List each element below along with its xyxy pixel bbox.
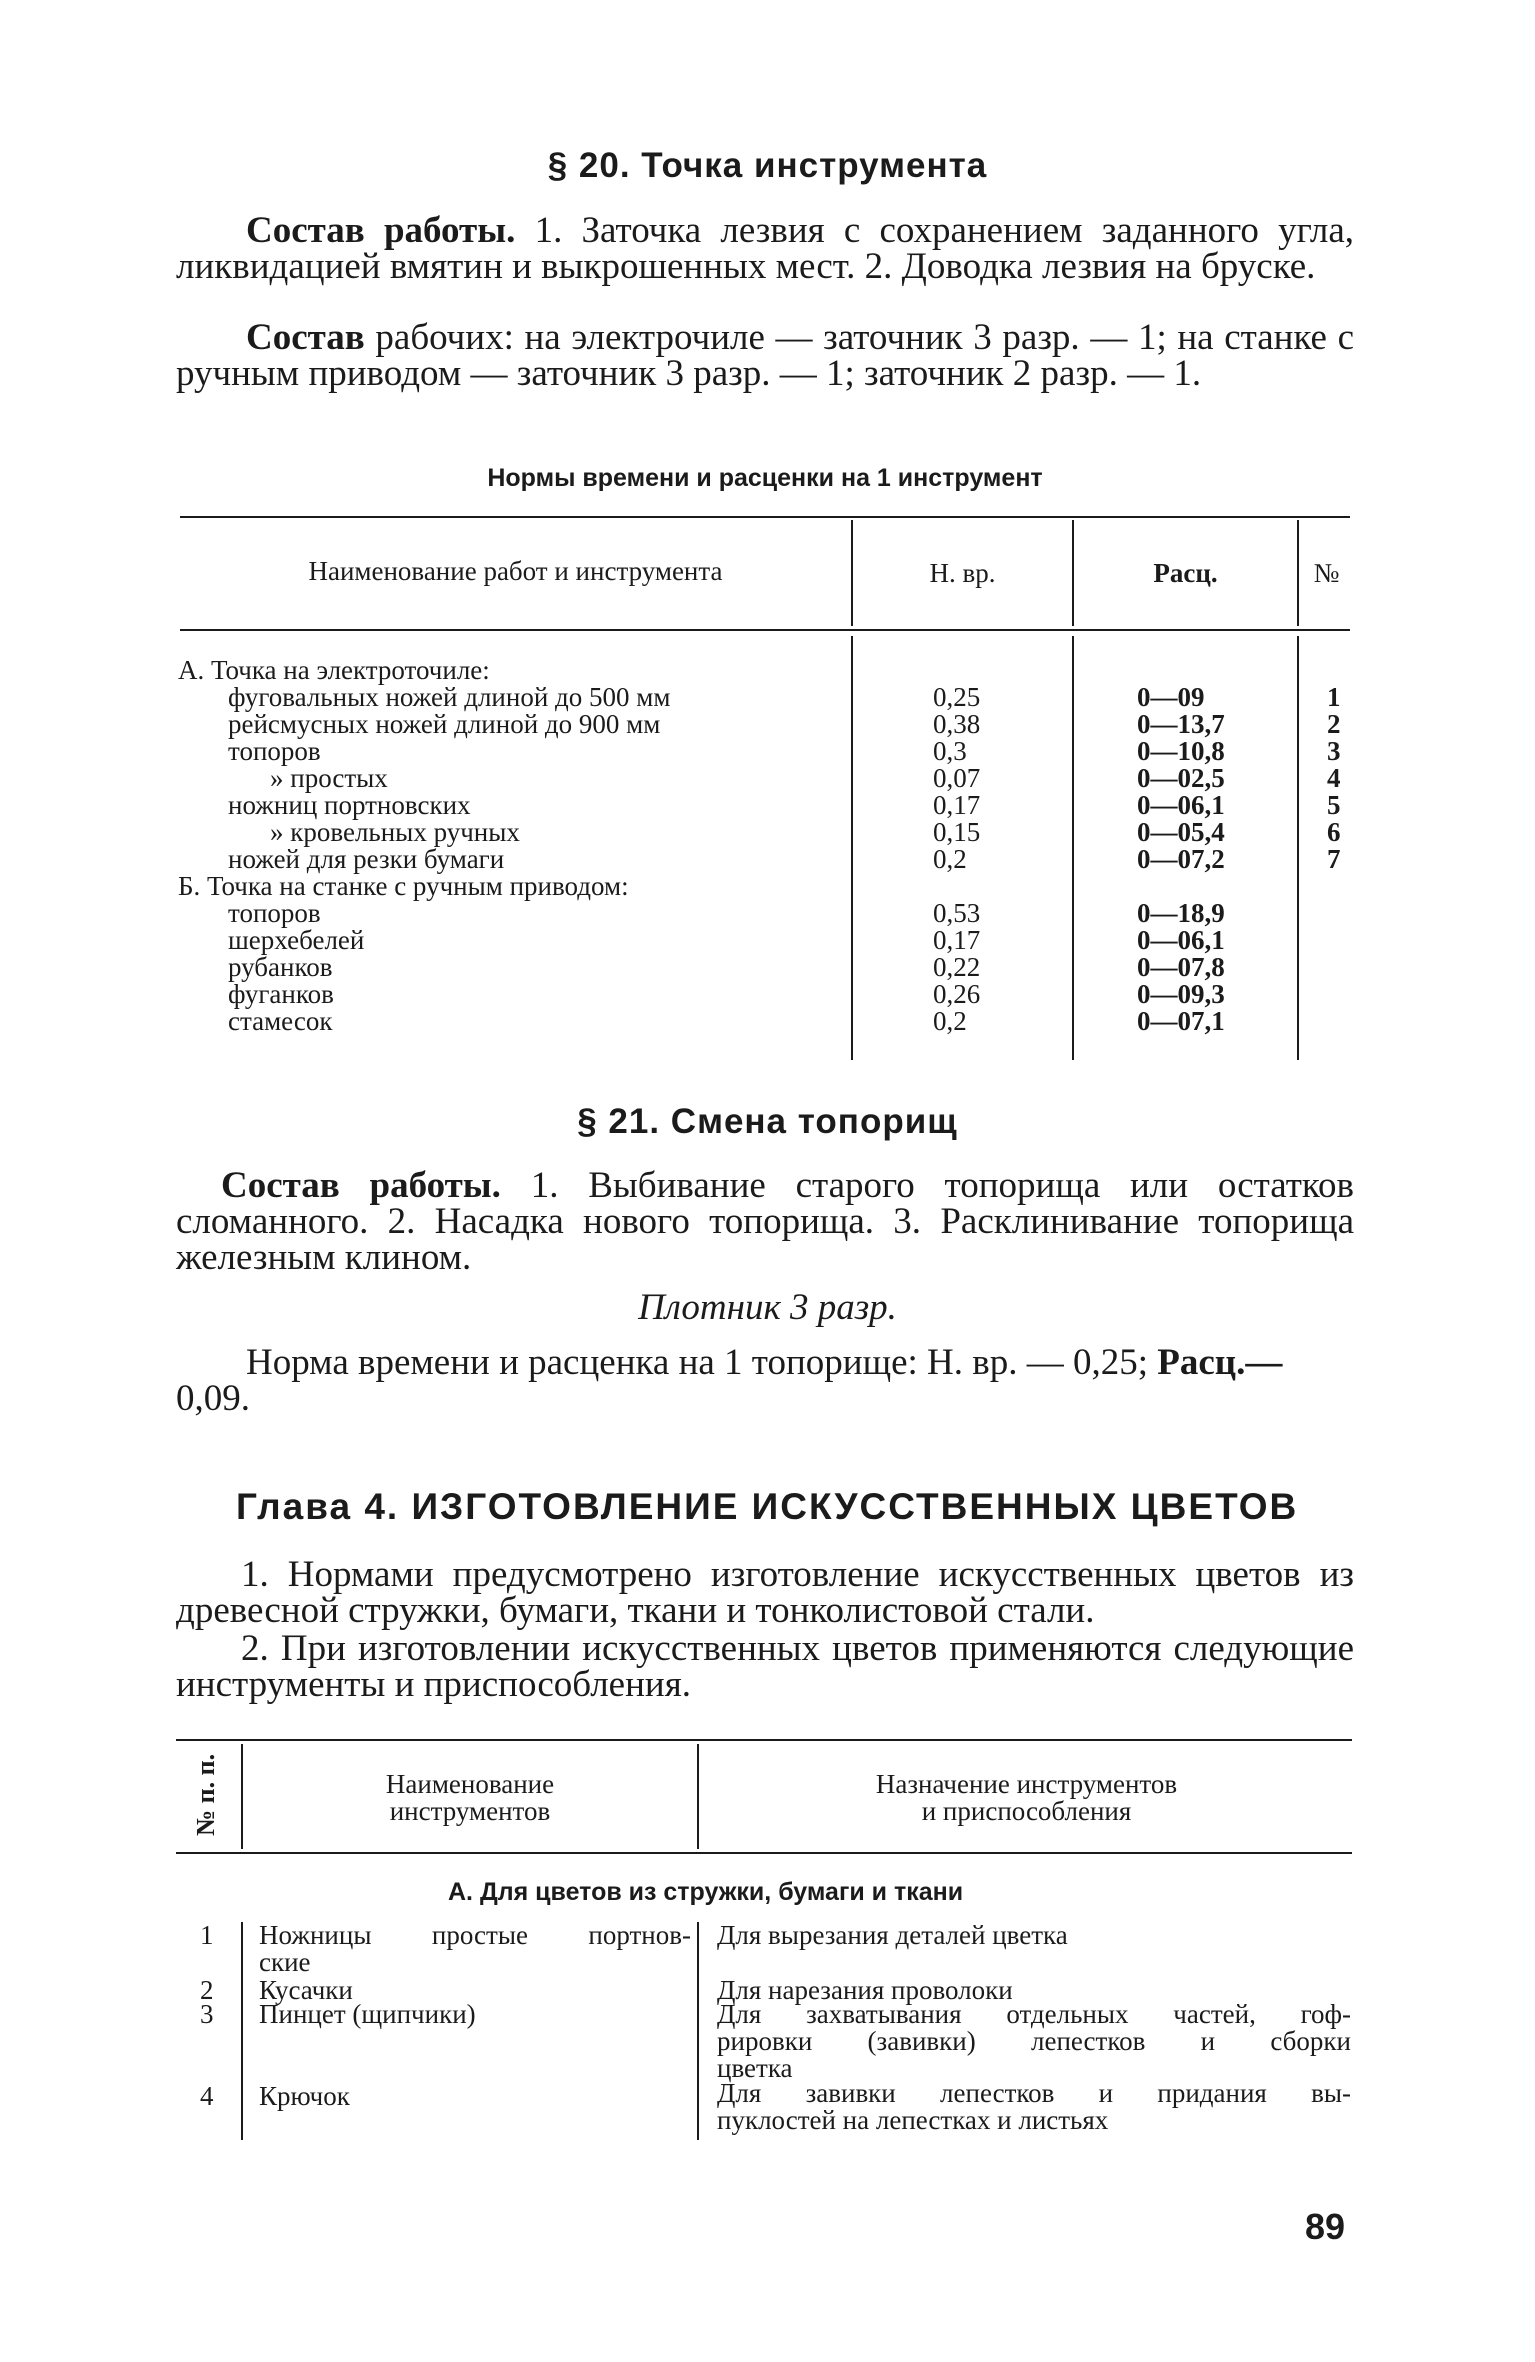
tools-row-purpose-line: пуклостей на лепестках и листьях [717, 2105, 1109, 2135]
table-cell-rate: 0—07,1 [1137, 1006, 1225, 1036]
tools-row-purpose-line: рировки (завивки) лепестков и сборки [717, 2026, 1351, 2056]
section-21-norm [176, 1342, 1354, 1419]
table-cell-rate: 0—06,1 [1137, 925, 1225, 955]
table-cell-number: 7 [1327, 844, 1341, 874]
header-work-name: Наименование работ и инструмента [308, 556, 723, 586]
table-cell-time: 0,26 [933, 979, 981, 1009]
section-20-title: § 20. Точка инструмента [547, 146, 988, 185]
tools-row-name-line: Ножницы простые портнов- [259, 1920, 691, 1950]
section-20-work-composition [176, 210, 1355, 287]
section-21-work-composition [176, 1165, 1354, 1278]
table-cell-time: 0,2 [933, 844, 967, 874]
section-21-title: § 21. Смена топорищ [577, 1102, 958, 1141]
tools-row-purpose-line: Для захватывания отдельных частей, гоф- [717, 1999, 1351, 2029]
tools-row-name [259, 1922, 691, 1976]
table-cell-rate: 0—09,3 [1137, 979, 1225, 1009]
header-tool-name-line-2: инструментов [389, 1796, 551, 1826]
tools-row-purpose-line: Для завивки лепестков и придания вы- [717, 2078, 1351, 2108]
norms-table-caption: Нормы времени и расценки на 1 инструмент [487, 464, 1043, 492]
header-item-number [191, 1753, 221, 1836]
header-item-number-text: № п. п. [191, 1753, 220, 1836]
table-cell-rate: 0—18,9 [1137, 898, 1225, 928]
table-cell-time: 0,53 [933, 898, 981, 928]
table-cell-time: 0,17 [933, 790, 981, 820]
table-row-name: » простых [270, 763, 388, 793]
tools-row-name: Кусачки [259, 1975, 353, 2005]
table-row-name: А. Точка на электроточиле: [178, 655, 490, 685]
table-cell-rate: 0—10,8 [1137, 736, 1225, 766]
workers-label: Состав [246, 317, 365, 358]
table-row-name: Б. Точка на станке с ручным приводом: [178, 871, 629, 901]
header-norm-time: Н. вр. [929, 558, 996, 588]
table-row-name: фуганков [228, 979, 334, 1009]
tools-row-num: 4 [200, 2081, 214, 2111]
table-cell-rate: 0—13,7 [1137, 709, 1225, 739]
tools-row-purpose-line: цветка [717, 2053, 793, 2083]
table-row-name: стамесок [228, 1006, 333, 1036]
tools-row-purpose [717, 2080, 1351, 2134]
norm-rate-value: 0,09. [176, 1378, 250, 1419]
table-cell-time: 0,07 [933, 763, 981, 793]
norms-time-column [933, 684, 980, 1035]
tools-row-num: 2 [200, 1975, 214, 2005]
table-cell-number: 3 [1327, 736, 1341, 766]
section-21-worker: Плотник 3 разр. [638, 1287, 897, 1328]
table-cell-number: 5 [1327, 790, 1341, 820]
table-cell-rate: 0—07,8 [1137, 952, 1225, 982]
norms-name-column [178, 657, 670, 1035]
table-row-name: фуговальных ножей длиной до 500 мм [228, 682, 671, 712]
table-row-name: рейсмусных ножей длиной до 900 мм [228, 709, 661, 739]
page-number: 89 [1305, 2206, 1346, 2247]
tools-row-purpose: Для нарезания проволоки [717, 1975, 1013, 2005]
header-number: № [1313, 558, 1340, 588]
work-composition-text: 1. Выбивание старого топорища или остатков сломанного. 2. Насадка нового топорища. 3. Расклинивание топорища железным клином. [176, 1165, 1354, 1278]
table-row-name: шерхебелей [228, 925, 365, 955]
norm-rate-label: Расц.— [1157, 1342, 1283, 1383]
norm-text: Норма времени и расценка на 1 топорище: Н. вр. — 0,25; [246, 1342, 1158, 1383]
table-cell-number: 6 [1327, 817, 1341, 847]
table-cell-time: 0,15 [933, 817, 981, 847]
header-tool-purpose-line-1: Назначение инструментов [875, 1769, 1178, 1799]
table-cell-time: 0,3 [933, 736, 967, 766]
table-row-name: ножниц портновских [228, 790, 471, 820]
table-cell-rate: 0—09 [1137, 682, 1205, 712]
table-cell-rate: 0—07,2 [1137, 844, 1225, 874]
table-cell-number: 1 [1327, 682, 1341, 712]
table-row-name: топоров [228, 736, 321, 766]
header-tool-name-line-1: Наименование [385, 1769, 555, 1799]
table-cell-time: 0,22 [933, 952, 981, 982]
table-cell-time: 0,25 [933, 682, 981, 712]
tools-row-name: Крючок [259, 2081, 350, 2111]
table-cell-number: 4 [1327, 763, 1341, 793]
header-rate: Расц. [1153, 558, 1218, 588]
workers-text: рабочих: на электрочиле — заточник 3 разр. — 1; на станке с ручным приводом — заточник 3 разр. — 1; заточник 2 разр. — 1. [176, 317, 1354, 394]
table-cell-rate: 0—06,1 [1137, 790, 1225, 820]
norms-rate-column [1137, 684, 1225, 1035]
tools-row-purpose [717, 2001, 1351, 2082]
table-cell-time: 0,38 [933, 709, 981, 739]
table-cell-rate: 0—02,5 [1137, 763, 1225, 793]
tools-row-purpose: Для вырезания деталей цветка [717, 1920, 1068, 1950]
header-tool-purpose [699, 1771, 1354, 1825]
table-row-name: рубанков [228, 952, 333, 982]
table-row-name: топоров [228, 898, 321, 928]
table-cell-time: 0,2 [933, 1006, 967, 1036]
chapter-4-title: Глава 4. ИЗГОТОВЛЕНИЕ ИСКУССТВЕННЫХ ЦВЕТОВ [236, 1486, 1299, 1527]
chapter-4-paragraph-1: 1. Нормами предусмотрено изготовление искусственных цветов из древесной стружки, бумаги, ткани и тонколистовой стали. [176, 1554, 1354, 1631]
tools-row-num: 1 [200, 1920, 214, 1950]
norms-number-column [1327, 684, 1341, 873]
chapter-4-paragraph-2: 2. При изготовлении искусственных цветов применяются следующие инструменты и приспособления. [176, 1628, 1354, 1705]
work-composition-text: 1. Заточка лезвия с сохранением заданного угла, ликвидацией вмятин и выкрошенных мест. 2. Доводка лезвия на бруске. [176, 210, 1355, 287]
work-composition-label: Состав работы. [246, 210, 516, 251]
tools-row-name-line: ские [259, 1947, 311, 1977]
table-cell-rate: 0—05,4 [1137, 817, 1225, 847]
section-20-workers [176, 317, 1354, 394]
tools-group-a-heading: А. Для цветов из стружки, бумаги и ткани [448, 1878, 964, 1906]
table-cell-time: 0,17 [933, 925, 981, 955]
table-cell-number: 2 [1327, 709, 1341, 739]
table-row-name: ножей для резки бумаги [228, 844, 505, 874]
tools-row-name: Пинцет (щипчики) [259, 1999, 476, 2029]
table-row-name: » кровельных ручных [270, 817, 520, 847]
tools-row-num: 3 [200, 1999, 214, 2029]
header-tool-purpose-line-2: и приспособления [921, 1796, 1132, 1826]
work-composition-label: Состав работы. [221, 1165, 501, 1206]
header-tool-name [243, 1771, 697, 1825]
